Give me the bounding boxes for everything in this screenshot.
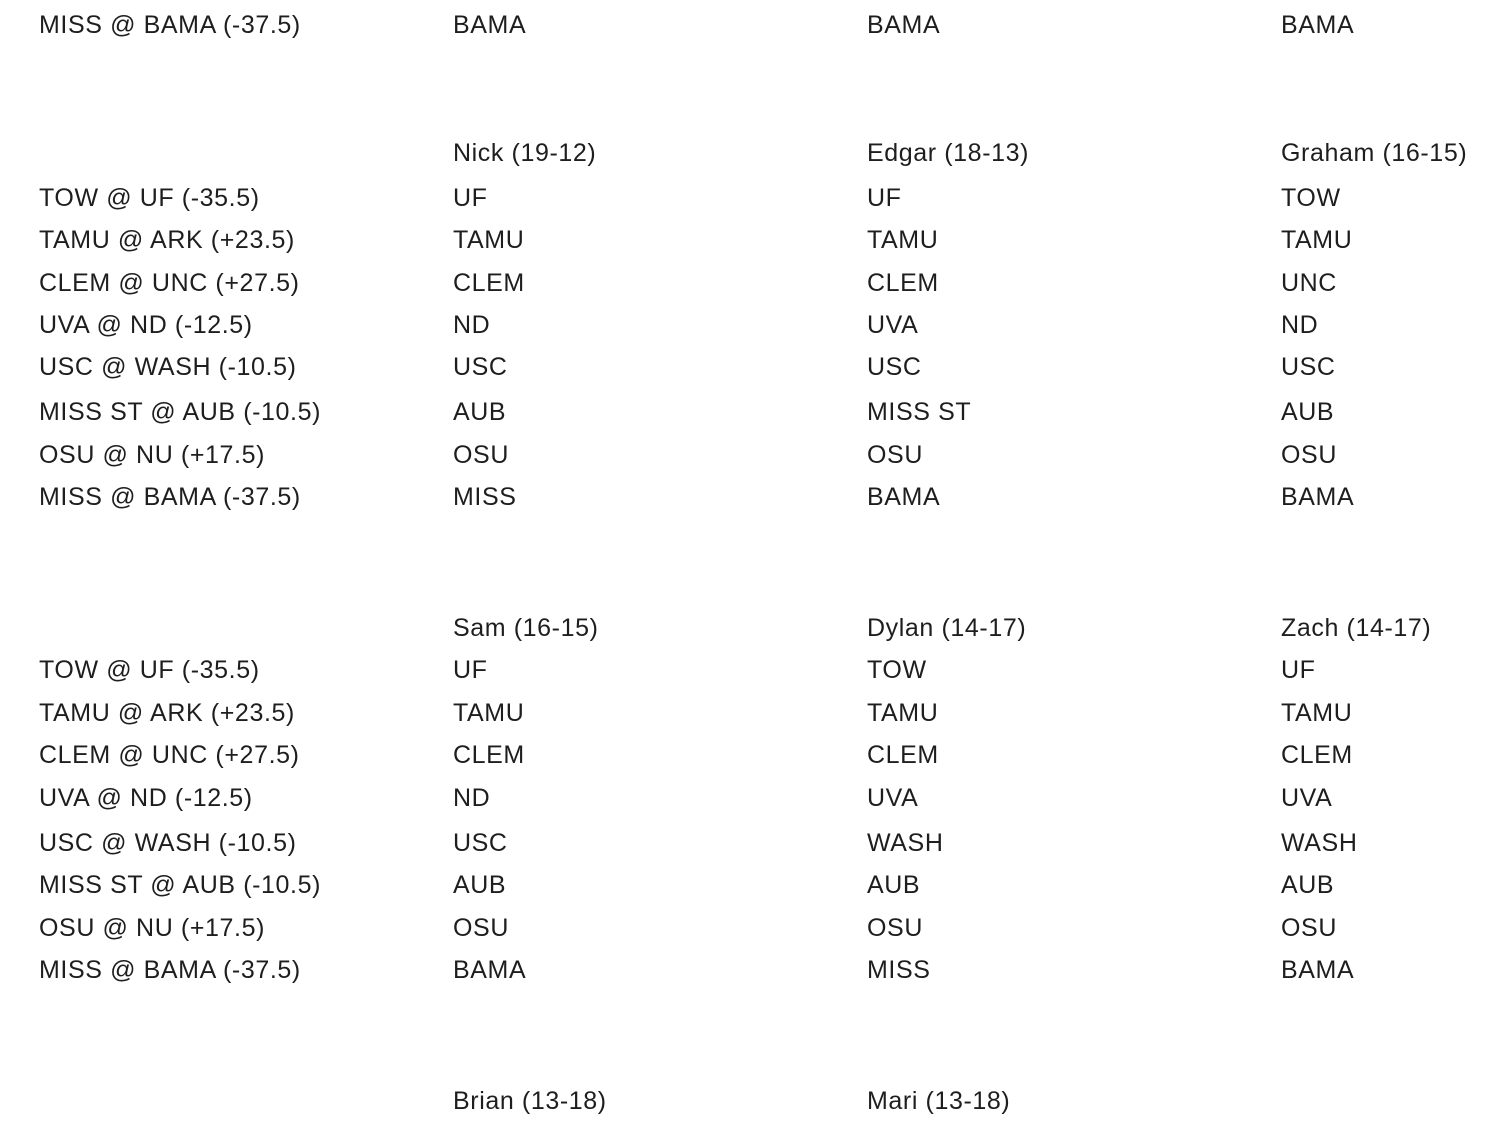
pick-cell: CLEM (453, 269, 525, 297)
player-name: Graham (16-15) (1281, 139, 1468, 167)
table-row (0, 477, 1500, 517)
pick-cell: UNC (1281, 269, 1337, 297)
player-name: Mari (13-18) (867, 1087, 1011, 1115)
pick-cell: TAMU (1281, 699, 1353, 727)
table-row (0, 950, 1500, 990)
pick-cell: TOW (867, 656, 927, 684)
table-row (0, 5, 1500, 45)
pick-cell: BAMA (453, 956, 527, 984)
pick-cell: USC (1281, 353, 1336, 381)
player-header-row (0, 133, 1500, 173)
pick-cell: BAMA (453, 11, 527, 39)
table-row (0, 693, 1500, 733)
pick-cell: TAMU (867, 226, 939, 254)
game-label: MISS ST @ AUB (-10.5) (39, 871, 322, 899)
pick-cell: OSU (453, 914, 509, 942)
game-label: OSU @ NU (+17.5) (39, 441, 266, 469)
pick-cell: ND (1281, 311, 1319, 339)
table-row (0, 435, 1500, 475)
pick-cell: AUB (453, 398, 507, 426)
pick-cell: CLEM (453, 741, 525, 769)
pick-cell: BAMA (1281, 483, 1355, 511)
pick-cell: UVA (867, 784, 919, 812)
table-row (0, 823, 1500, 863)
pick-cell: MISS (867, 956, 931, 984)
player-name: Sam (16-15) (453, 614, 599, 642)
pick-cell: TAMU (453, 226, 525, 254)
pick-cell: UF (1281, 656, 1316, 684)
player-name: Zach (14-17) (1281, 614, 1432, 642)
pick-cell: OSU (1281, 914, 1337, 942)
pick-cell: ND (453, 784, 491, 812)
pick-cell: TOW (1281, 184, 1341, 212)
pick-cell: TAMU (867, 699, 939, 727)
pick-cell: BAMA (1281, 956, 1355, 984)
pick-cell: BAMA (867, 483, 941, 511)
pick-cell: TAMU (453, 699, 525, 727)
pick-cell: ND (453, 311, 491, 339)
pick-cell: UF (453, 184, 488, 212)
pick-cell: AUB (1281, 398, 1335, 426)
game-label: USC @ WASH (-10.5) (39, 353, 297, 381)
player-name: Nick (19-12) (453, 139, 597, 167)
game-label: TAMU @ ARK (+23.5) (39, 699, 295, 727)
game-label: USC @ WASH (-10.5) (39, 829, 297, 857)
game-label: TAMU @ ARK (+23.5) (39, 226, 295, 254)
game-label: TOW @ UF (-35.5) (39, 656, 260, 684)
table-row (0, 347, 1500, 387)
game-label: OSU @ NU (+17.5) (39, 914, 266, 942)
pick-cell: OSU (867, 914, 923, 942)
player-header-row (0, 1081, 1500, 1121)
table-row (0, 735, 1500, 775)
pick-cell: TAMU (1281, 226, 1353, 254)
game-label: CLEM @ UNC (+27.5) (39, 741, 300, 769)
table-row (0, 865, 1500, 905)
pick-cell: CLEM (867, 741, 939, 769)
game-label: UVA @ ND (-12.5) (39, 784, 253, 812)
pick-cell: MISS ST (867, 398, 972, 426)
game-label: TOW @ UF (-35.5) (39, 184, 260, 212)
pick-cell: UVA (867, 311, 919, 339)
pick-cell: CLEM (867, 269, 939, 297)
pick-cell: USC (453, 353, 508, 381)
pick-cell: OSU (453, 441, 509, 469)
player-header-row (0, 608, 1500, 648)
pick-cell: CLEM (1281, 741, 1353, 769)
game-label: MISS ST @ AUB (-10.5) (39, 398, 322, 426)
pick-cell: BAMA (1281, 11, 1355, 39)
pick-cell: USC (867, 353, 922, 381)
table-row (0, 220, 1500, 260)
game-label: CLEM @ UNC (+27.5) (39, 269, 300, 297)
pick-cell: AUB (453, 871, 507, 899)
game-label: MISS @ BAMA (-37.5) (39, 956, 301, 984)
pick-cell: MISS (453, 483, 517, 511)
game-label: UVA @ ND (-12.5) (39, 311, 253, 339)
pick-cell: BAMA (867, 11, 941, 39)
table-row (0, 305, 1500, 345)
table-row (0, 263, 1500, 303)
table-row (0, 778, 1500, 818)
table-row (0, 650, 1500, 690)
game-label: MISS @ BAMA (-37.5) (39, 11, 301, 39)
pick-cell: AUB (1281, 871, 1335, 899)
pick-cell: UVA (1281, 784, 1333, 812)
table-row (0, 392, 1500, 432)
pick-cell: OSU (867, 441, 923, 469)
table-row (0, 908, 1500, 948)
player-name: Dylan (14-17) (867, 614, 1027, 642)
game-label: MISS @ BAMA (-37.5) (39, 483, 301, 511)
pick-cell: UF (453, 656, 488, 684)
pick-cell: WASH (867, 829, 944, 857)
pick-cell: USC (453, 829, 508, 857)
player-name: Brian (13-18) (453, 1087, 607, 1115)
table-row (0, 178, 1500, 218)
pick-cell: UF (867, 184, 902, 212)
pick-cell: OSU (1281, 441, 1337, 469)
pick-cell: AUB (867, 871, 921, 899)
pick-cell: WASH (1281, 829, 1358, 857)
player-name: Edgar (18-13) (867, 139, 1030, 167)
